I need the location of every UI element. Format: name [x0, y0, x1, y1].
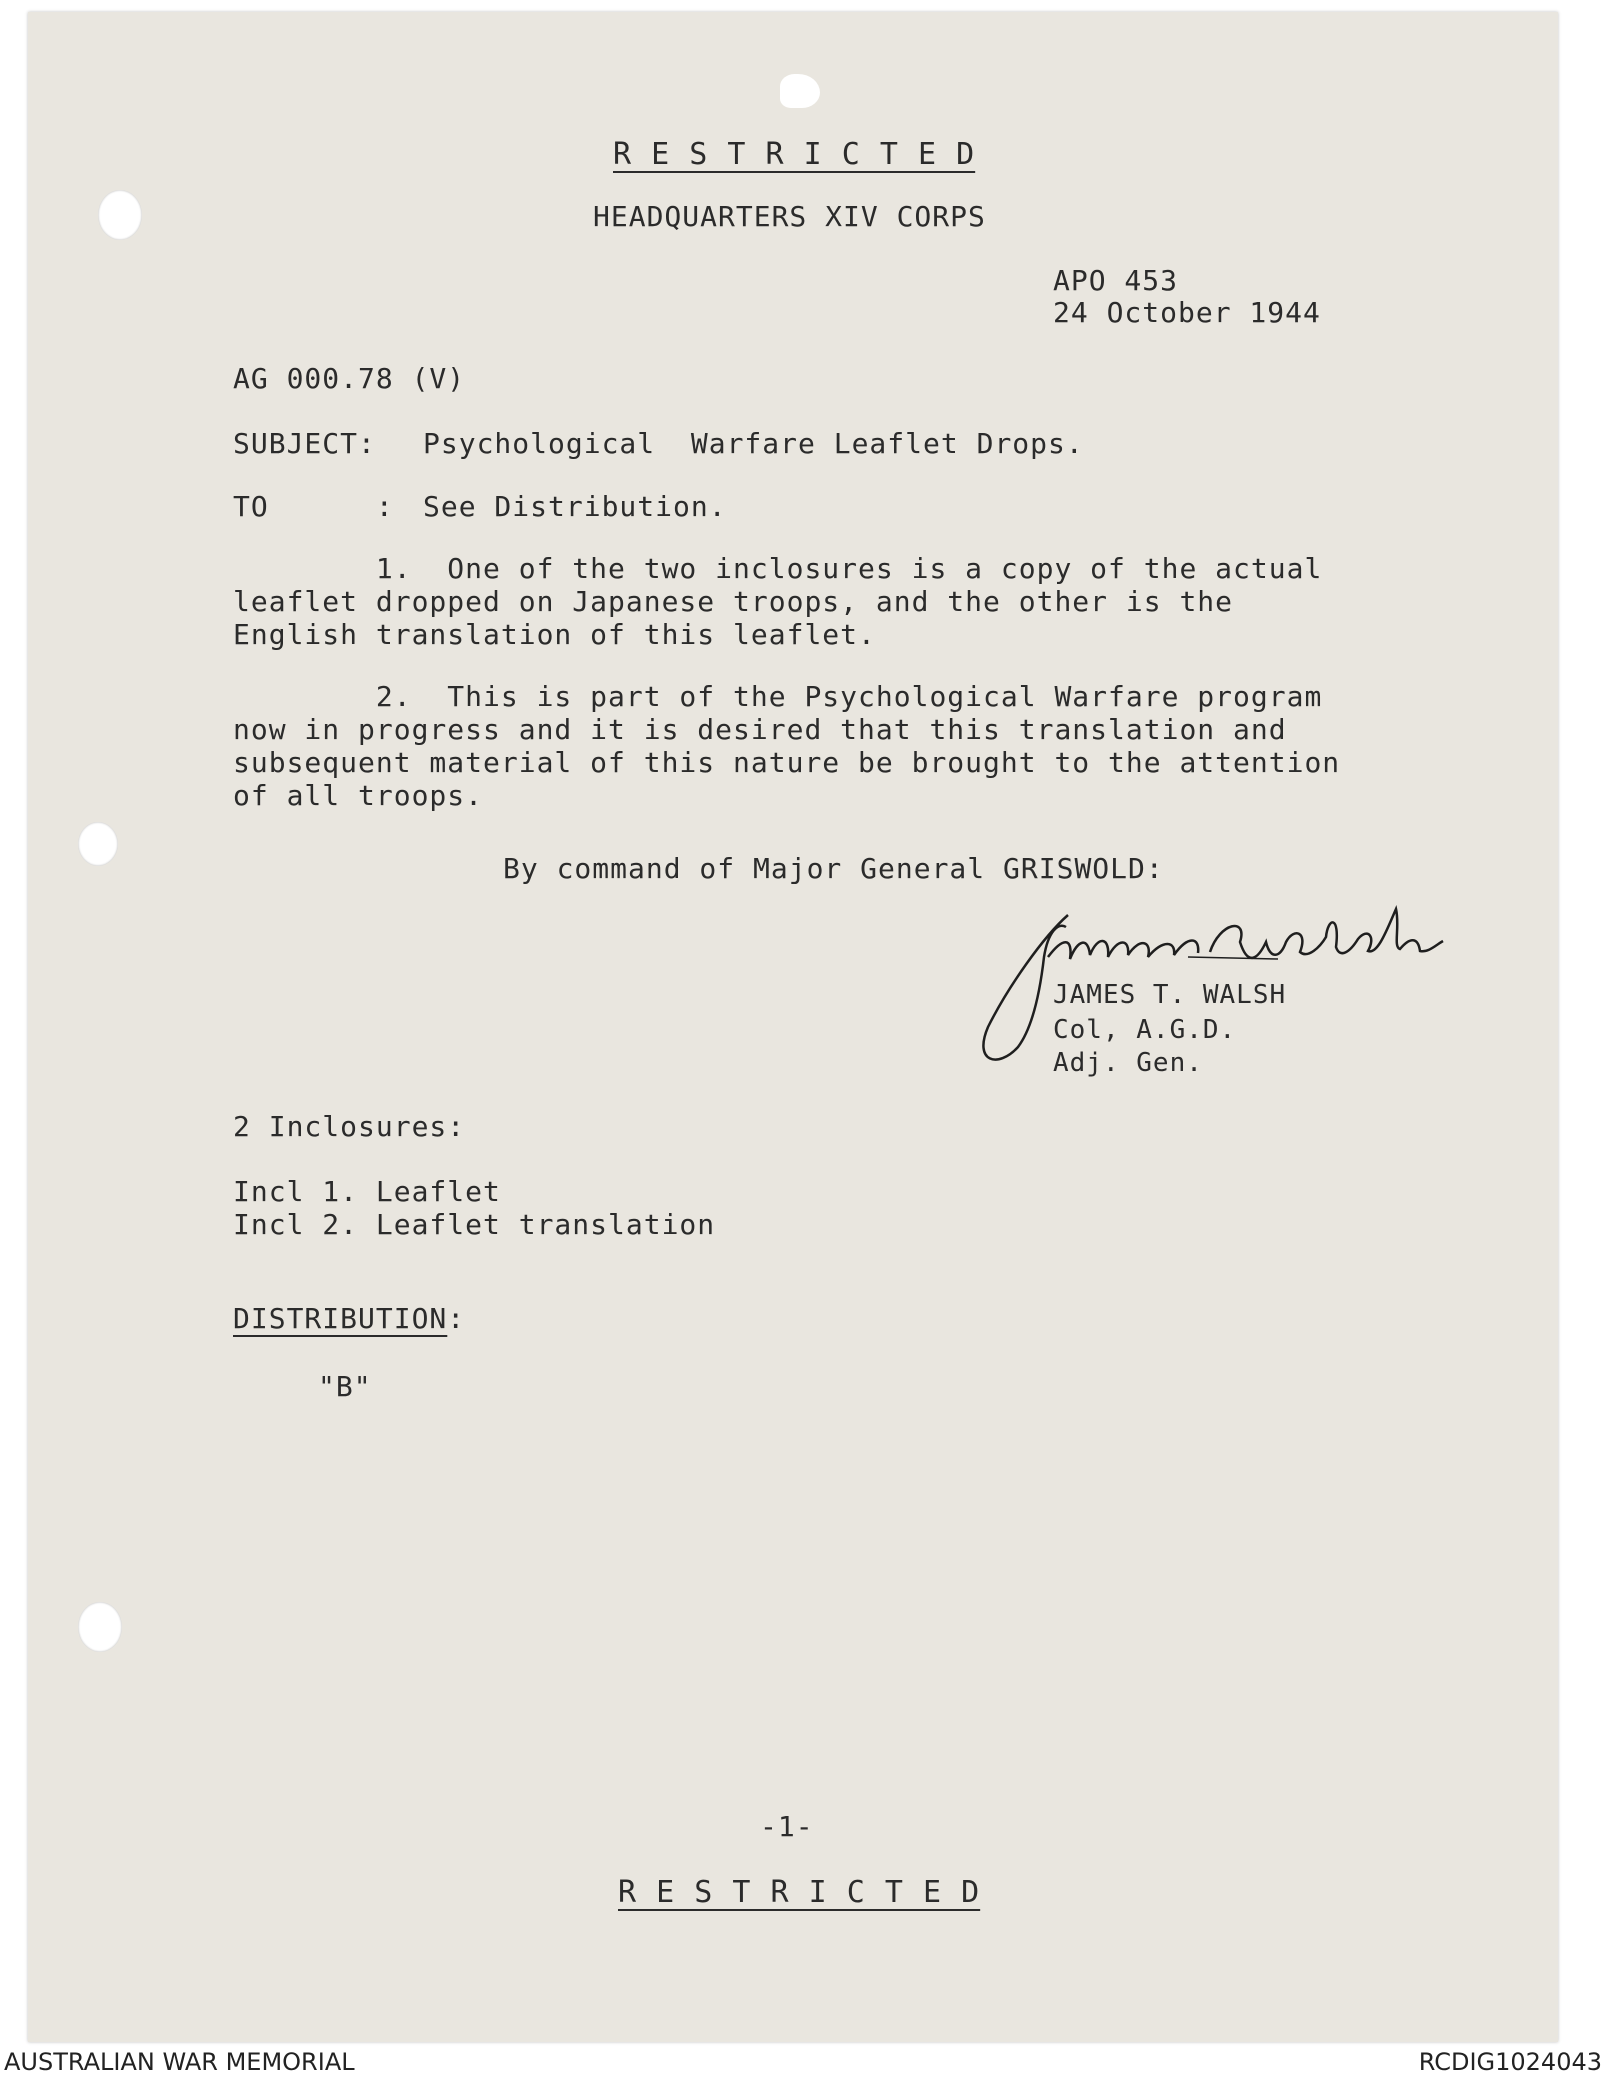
punch-hole-top [98, 190, 142, 240]
archive-footer-right: RCDIG1024043 [1418, 2048, 1602, 2076]
punch-hole-middle [78, 822, 118, 866]
paragraph-line: of all troops. [233, 779, 484, 812]
inclosures-heading: 2 Inclosures: [233, 1110, 466, 1143]
paragraph-line: subsequent material of this nature be brought to the attention [233, 746, 1341, 779]
to-value: See Distribution. [423, 490, 727, 523]
paper-tear [780, 74, 820, 108]
classification-header: R E S T R I C T E D [613, 137, 976, 172]
subject-value: Psychological Warfare Leaflet Drops. [423, 427, 1084, 460]
inclosure-item: Incl 2. Leaflet translation [233, 1208, 716, 1241]
document-page [28, 12, 1558, 2042]
distribution-value: "B" [318, 1370, 372, 1403]
distribution-label: DISTRIBUTION [233, 1302, 448, 1335]
distribution-colon: : [447, 1302, 466, 1335]
classification-footer: R E S T R I C T E D [618, 1875, 981, 1910]
apo-number: APO 453 [1053, 264, 1179, 297]
paragraph-line: 1. One of the two inclosures is a copy of the actual [233, 552, 1323, 585]
to-label: TO : [233, 490, 394, 523]
archive-footer-left: AUSTRALIAN WAR MEMORIAL [4, 2048, 355, 2076]
signatory-rank: Col, A.G.D. [1053, 1015, 1237, 1045]
command-line: By command of Major General GRISWOLD: [503, 852, 1164, 885]
subject-label: SUBJECT: [233, 427, 376, 460]
signatory-name: JAMES T. WALSH [1053, 980, 1287, 1010]
punch-hole-bottom [78, 1602, 122, 1652]
reference-number: AG 000.78 (V) [233, 362, 466, 395]
unit-title: HEADQUARTERS XIV CORPS [593, 200, 986, 233]
distribution-heading [233, 1302, 465, 1335]
inclosure-item: Incl 1. Leaflet [233, 1175, 501, 1208]
paragraph-line: 2. This is part of the Psychological Warfare program [233, 680, 1323, 713]
signatory-title: Adj. Gen. [1053, 1048, 1203, 1078]
paragraph-1 [233, 552, 1322, 651]
paragraph-line: English translation of this leaflet. [233, 618, 876, 651]
document-date: 24 October 1944 [1053, 296, 1321, 329]
paragraph-line: leaflet dropped on Japanese troops, and the other is the [233, 585, 1234, 618]
page-number: -1- [760, 1810, 814, 1843]
paragraph-2 [233, 680, 1340, 812]
paragraph-line: now in progress and it is desired that this translation and [233, 713, 1287, 746]
